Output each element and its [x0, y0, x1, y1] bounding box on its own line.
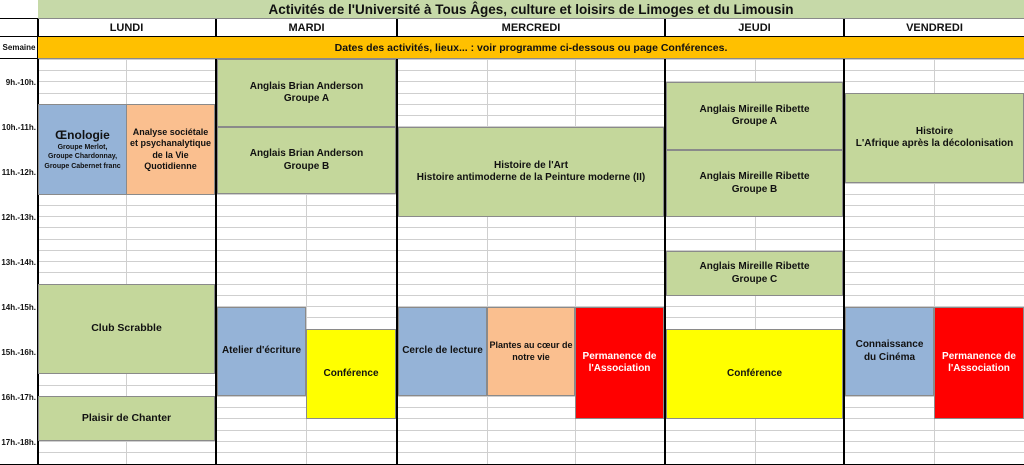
event-analyse-societale[interactable] — [126, 104, 215, 195]
day-separator — [396, 18, 398, 465]
grid-row-line — [38, 227, 1024, 228]
grid-row-line — [38, 250, 1024, 251]
event-title: Plaisir de Chanter — [81, 411, 172, 424]
day-header-mercredi: MERCREDI — [501, 21, 561, 34]
hour-label: 17h.-18h. — [1, 438, 36, 447]
event-line: Permanence de — [942, 350, 1016, 362]
event-line: L'Afrique après la décolonisation — [855, 138, 1014, 149]
event-anglais-anderson-a[interactable] — [217, 59, 396, 127]
event-anglais-anderson-b[interactable] — [217, 127, 396, 194]
hour-label: 12h.-13h. — [1, 213, 36, 222]
grid-row-line — [38, 239, 1024, 240]
event-line: Groupe A — [731, 116, 778, 127]
grid-row-line — [38, 70, 1024, 71]
event-line: notre vie — [512, 351, 550, 362]
page-title: Activités de l'Université à Tous Âges, culture et loisirs de Limoges et du Limousin — [38, 0, 1024, 19]
event-line: Connaissance — [855, 339, 924, 350]
event-line: de la Vie — [152, 149, 189, 160]
day-header-jeudi: JEUDI — [738, 21, 771, 34]
hour-label: 10h.-11h. — [1, 123, 36, 132]
event-anglais-ribette-b[interactable] — [666, 150, 843, 217]
day-header-vendredi: VENDREDI — [906, 21, 963, 34]
event-title: Atelier d'écriture — [221, 345, 302, 357]
grid-row-line — [38, 441, 1024, 442]
event-anglais-ribette-a[interactable] — [666, 82, 843, 150]
event-line: Anglais Mireille Ribette — [699, 103, 810, 115]
event-line: Quotidienne — [144, 160, 197, 171]
event-plantes[interactable] — [487, 307, 575, 396]
event-line: l'Association — [948, 363, 1010, 374]
event-line: Groupe A — [283, 93, 330, 104]
info-banner: Dates des activités, lieux... : voir programme ci-dessous ou page Conférences. — [38, 37, 1024, 59]
day-header-mardi: MARDI — [288, 21, 325, 34]
event-histoire-art[interactable] — [398, 127, 664, 217]
hour-label: 11h.-12h. — [1, 168, 36, 177]
hour-label: 13h.-14h. — [1, 258, 36, 267]
event-line: Histoire — [915, 125, 954, 137]
event-detail: Groupe Merlot, — [57, 144, 108, 152]
event-line: Histoire antimoderne de la Peinture moderne (II) — [416, 172, 646, 183]
grid-row-line — [38, 452, 1024, 453]
event-line: Analyse sociétale — [132, 127, 209, 137]
event-atelier-ecriture[interactable] — [217, 307, 306, 396]
event-anglais-ribette-c[interactable] — [666, 251, 843, 296]
grid-row-line — [38, 59, 1024, 60]
week-label: Semaine — [2, 42, 36, 52]
event-histoire-afrique[interactable] — [845, 93, 1024, 183]
hour-label: 9h.-10h. — [5, 78, 36, 87]
grid-col-line — [487, 59, 488, 465]
grid-row-line — [38, 261, 1024, 262]
event-conference-mardi[interactable] — [306, 329, 396, 419]
day-header-lundi: LUNDI — [109, 21, 144, 34]
event-permanence-vendredi[interactable] — [934, 307, 1024, 419]
hour-label: 14h.-15h. — [1, 303, 36, 312]
event-permanence-mercredi[interactable] — [575, 307, 664, 419]
event-line: Anglais Brian Anderson — [249, 148, 364, 159]
event-line: Anglais Mireille Ribette — [699, 261, 810, 272]
event-line: Anglais Mireille Ribette — [699, 171, 810, 182]
event-title: Conférence — [726, 367, 782, 379]
event-line: Histoire de l'Art — [493, 159, 569, 171]
event-conference-jeudi[interactable] — [666, 329, 843, 419]
event-line: Anglais Brian Anderson — [249, 80, 364, 92]
event-line: Groupe C — [731, 273, 778, 285]
hour-label: 15h.-16h. — [1, 348, 36, 357]
grid-row-line — [38, 272, 1024, 273]
event-connaissance-cinema[interactable] — [845, 307, 934, 396]
grid-row-line — [38, 81, 1024, 82]
event-cercle-lecture[interactable] — [398, 307, 487, 396]
event-title: Cercle de lecture — [402, 345, 483, 357]
day-separator — [843, 18, 845, 465]
event-title: Œnologie — [55, 128, 110, 143]
event-detail: Groupe Chardonnay, — [47, 153, 118, 161]
event-detail: Groupe Cabernet franc — [44, 162, 121, 170]
event-title: Conférence — [323, 367, 379, 379]
event-line: Plantes au cœur de — [489, 340, 573, 351]
hour-label: 16h.-17h. — [1, 393, 36, 402]
event-club-scrabble[interactable] — [38, 284, 215, 374]
event-line: Permanence de — [582, 350, 657, 362]
event-line: Groupe B — [283, 160, 330, 172]
event-line: l'Association — [588, 363, 651, 374]
event-title: Club Scrabble — [91, 322, 162, 335]
event-line: Groupe B — [731, 183, 778, 195]
event-plaisir-de-chanter[interactable] — [38, 396, 215, 441]
event-line: du Cinéma — [863, 351, 916, 363]
event-line: et psychanalytique — [129, 138, 212, 149]
event-oenologie[interactable] — [38, 104, 127, 195]
